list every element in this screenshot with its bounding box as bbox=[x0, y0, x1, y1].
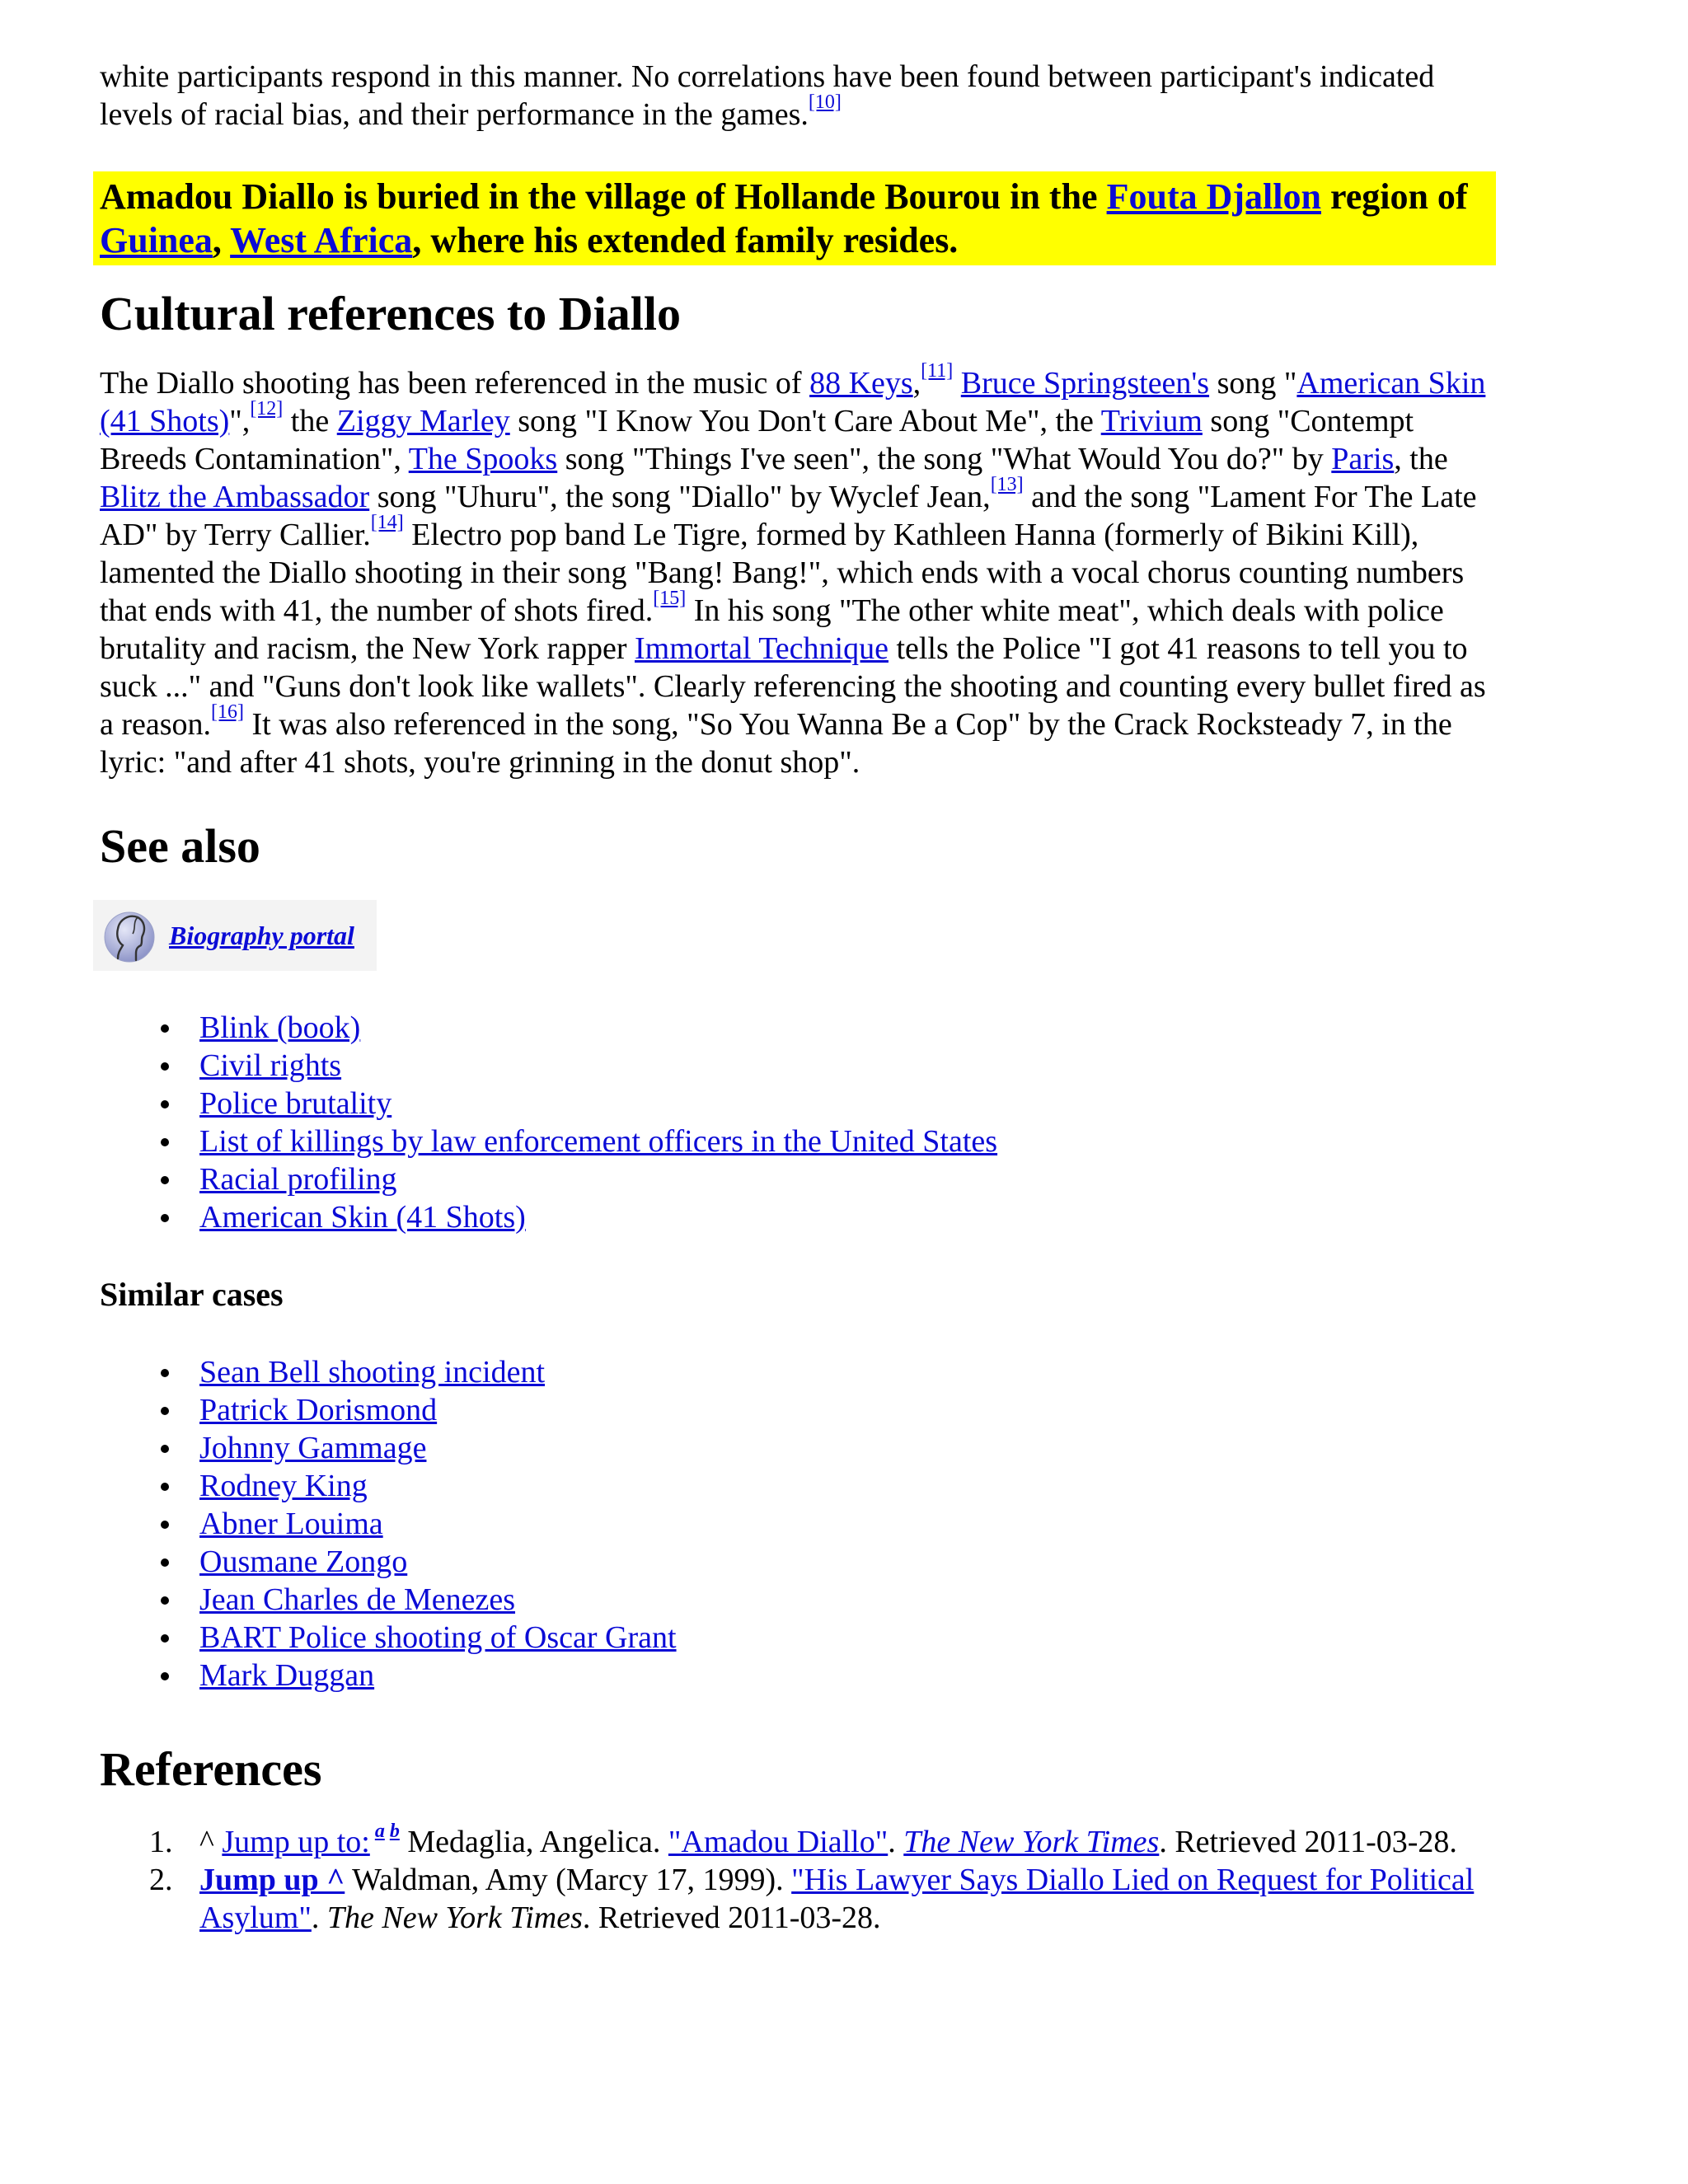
citation-16-link[interactable]: [16] bbox=[211, 701, 245, 723]
guinea-link[interactable]: Guinea bbox=[100, 220, 213, 260]
similar-case-link[interactable]: Rodney King bbox=[199, 1469, 368, 1503]
similar-case-link[interactable]: Abner Louima bbox=[199, 1507, 383, 1541]
biography-portal-link[interactable]: Biography portal bbox=[169, 920, 354, 950]
caret: ^ bbox=[199, 1825, 223, 1859]
list-item bbox=[100, 1198, 1501, 1236]
cultural-references-heading: Cultural references to Diallo bbox=[100, 287, 681, 340]
text-run: and the song "Lament For The Late AD" by Terry Callier. bbox=[100, 480, 1477, 552]
jump-up-link[interactable]: Jump up to: bbox=[222, 1825, 370, 1859]
reference-text: Medaglia, Angelica. bbox=[399, 1825, 668, 1859]
blitz-the-ambassador-link[interactable]: Blitz the Ambassador bbox=[100, 480, 370, 514]
reference-text: . bbox=[311, 1900, 327, 1935]
immortal-technique-link[interactable]: Immortal Technique bbox=[635, 631, 889, 666]
cultural-references-paragraph bbox=[100, 360, 1501, 781]
highlight-text: , bbox=[212, 220, 231, 260]
publisher-link[interactable]: The New York Times bbox=[903, 1825, 1160, 1859]
trivium-link[interactable]: Trivium bbox=[1100, 404, 1203, 438]
intro-text: white participants respond in this manner. No correlations have been found between participant's indicated levels of racial bias, and their performance in the games. bbox=[100, 59, 1435, 132]
see-also-link[interactable]: American Skin (41 Shots) bbox=[199, 1200, 526, 1235]
reference-text: Waldman, Amy (Marcy 17, 1999). bbox=[345, 1863, 792, 1897]
list-item bbox=[100, 1505, 1501, 1543]
backlink-a[interactable]: a bbox=[374, 1821, 385, 1842]
similar-case-link[interactable]: Ousmane Zongo bbox=[199, 1544, 408, 1579]
biography-portal-icon bbox=[100, 906, 159, 965]
text-run: the bbox=[283, 404, 337, 438]
text-run: Electro pop band Le Tigre, formed by Kathleen Hanna (formerly of Bikini Kill), lamented the Diallo shooting in their song "Bang! Bang!", which ends with a vocal chorus counting numbers that ends with 41, the number of shots fired. bbox=[100, 518, 1465, 628]
reference-item bbox=[100, 1823, 1501, 1861]
highlight-text: Amadou Diallo is buried in the village of Hollande Bourou in the bbox=[100, 176, 1107, 217]
text-run: tells the Police "I got 41 reasons to tell you to suck ..." and "Guns don't look like wallets". Clearly referencing the shooting and counting every bullet fired as a reason. bbox=[100, 631, 1486, 742]
list-item bbox=[100, 1543, 1501, 1581]
reference-number: 2. bbox=[149, 1863, 173, 1897]
reference-item bbox=[100, 1861, 1501, 1937]
publisher-name: The New York Times bbox=[326, 1900, 583, 1935]
text-run: In his song "The other white meat", which deals with police brutality and racism, the New York rapper bbox=[100, 593, 1444, 666]
list-item bbox=[100, 1047, 1501, 1085]
american-skin-link[interactable]: American Skin (41 Shots) bbox=[100, 366, 1486, 438]
see-also-link[interactable]: Police brutality bbox=[199, 1086, 392, 1121]
text-run: The Diallo shooting has been referenced in the music of bbox=[100, 366, 810, 401]
list-item bbox=[100, 1657, 1501, 1694]
text-run: song "Contempt Breeds Contamination", bbox=[100, 404, 1414, 476]
see-also-list bbox=[100, 1009, 1501, 1236]
list-item bbox=[100, 1353, 1501, 1391]
list-item bbox=[100, 1122, 1501, 1160]
biography-portal-box bbox=[93, 900, 377, 971]
citation-10-link[interactable]: [10] bbox=[808, 91, 842, 113]
see-also-link[interactable]: Blink (book) bbox=[199, 1010, 361, 1045]
similar-cases-heading: Similar cases bbox=[100, 1276, 284, 1313]
text-run: It was also referenced in the song, "So You Wanna Be a Cop" by the Crack Rocksteady 7, in the lyric: "and after 41 shots, you're grinning in the donut shop". bbox=[100, 707, 1452, 780]
backlink-b[interactable]: b bbox=[389, 1821, 400, 1842]
text-run bbox=[953, 366, 961, 401]
text-run: , the bbox=[1394, 442, 1448, 476]
similar-case-link[interactable]: BART Police shooting of Oscar Grant bbox=[199, 1620, 677, 1655]
reference-title-link[interactable]: "Amadou Diallo" bbox=[668, 1825, 889, 1859]
similar-case-link[interactable]: Patrick Dorismond bbox=[199, 1393, 438, 1427]
list-item bbox=[100, 1581, 1501, 1619]
similar-case-link[interactable]: Johnny Gammage bbox=[199, 1431, 427, 1465]
88-keys-link[interactable]: 88 Keys bbox=[809, 366, 913, 401]
reference-number: 1. bbox=[149, 1825, 173, 1859]
citation-12-link[interactable]: [12] bbox=[250, 398, 284, 419]
intro-paragraph bbox=[100, 58, 1501, 134]
references-heading: References bbox=[100, 1742, 322, 1796]
paris-link[interactable]: Paris bbox=[1331, 442, 1395, 476]
text-run: ", bbox=[229, 404, 251, 438]
list-item bbox=[100, 1009, 1501, 1047]
see-also-heading: See also bbox=[100, 819, 260, 873]
list-item bbox=[100, 1160, 1501, 1198]
references-list bbox=[100, 1823, 1501, 1937]
citation-13-link[interactable]: [13] bbox=[990, 474, 1024, 495]
highlight-text: , where his extended family resides. bbox=[412, 220, 959, 260]
list-item bbox=[100, 1391, 1501, 1429]
reference-title-link[interactable]: "His Lawyer Says Diallo Lied on Request for Political Asylum" bbox=[199, 1863, 1475, 1935]
list-item bbox=[100, 1467, 1501, 1505]
see-also-link[interactable]: List of killings by law enforcement officers in the United States bbox=[199, 1124, 998, 1159]
similar-cases-list bbox=[100, 1353, 1501, 1694]
the-spooks-link[interactable]: The Spooks bbox=[408, 442, 558, 476]
text-run: song "Things I've seen", the song "What Would You do?" by bbox=[557, 442, 1332, 476]
reference-text: . Retrieved 2011-03-28. bbox=[582, 1900, 881, 1935]
west-africa-link[interactable]: West Africa bbox=[230, 220, 413, 260]
text-run: , bbox=[912, 366, 921, 401]
ziggy-marley-link[interactable]: Ziggy Marley bbox=[336, 404, 510, 438]
text-run: song "I Know You Don't Care About Me", the bbox=[509, 404, 1101, 438]
see-also-link[interactable]: Racial profiling bbox=[199, 1162, 397, 1197]
highlight-text: region of bbox=[1320, 176, 1468, 217]
list-item bbox=[100, 1429, 1501, 1467]
see-also-link[interactable]: Civil rights bbox=[199, 1048, 342, 1083]
text-run: song " bbox=[1209, 366, 1297, 401]
list-item bbox=[100, 1085, 1501, 1122]
similar-case-link[interactable]: Mark Duggan bbox=[199, 1658, 375, 1693]
reference-text: . Retrieved 2011-03-28. bbox=[1159, 1825, 1457, 1859]
jump-up-link[interactable]: Jump up ^ bbox=[199, 1863, 345, 1897]
reference-text: . bbox=[888, 1825, 904, 1859]
citation-14-link[interactable]: [14] bbox=[370, 512, 404, 533]
text-run: song "Uhuru", the song "Diallo" by Wyclef Jean, bbox=[369, 480, 991, 514]
fouta-djallon-link[interactable]: Fouta Djallon bbox=[1106, 176, 1321, 217]
similar-case-link[interactable]: Jean Charles de Menezes bbox=[199, 1582, 516, 1617]
burial-highlight bbox=[93, 171, 1496, 265]
citation-11-link[interactable]: [11] bbox=[921, 360, 954, 382]
list-item bbox=[100, 1619, 1501, 1657]
similar-case-link[interactable]: Sean Bell shooting incident bbox=[199, 1355, 546, 1390]
citation-15-link[interactable]: [15] bbox=[653, 588, 687, 609]
bruce-springsteen-link[interactable]: Bruce Springsteen's bbox=[960, 366, 1210, 401]
